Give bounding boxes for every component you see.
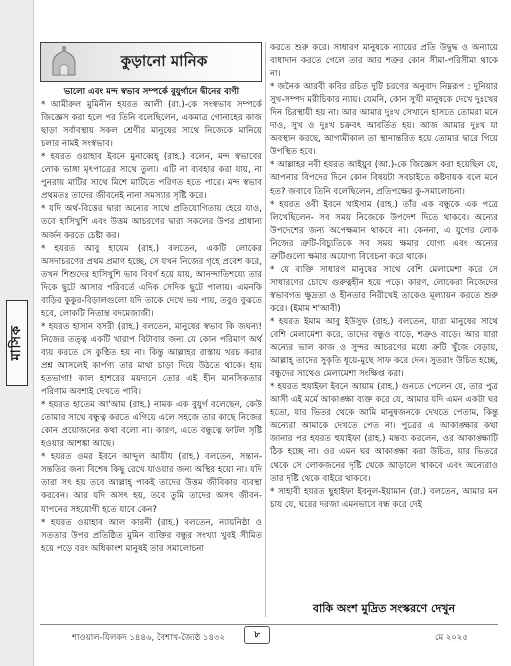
right-column bbox=[270, 42, 498, 512]
paragraph: * হযরত ওবী ইবনে খাইসাম (রাহ.) তাঁর এক বন্ধুকে এক পত্রে লিখেছিলেন- সব সময় নিজেকে উপদেশ দিতে থাকবে। অন্যের উপদেশের জন্য অপেক্ষমান থাকবে না। কেননা, এ যুগের লোক নিজের ত্রুটি-বিচ্যুতিকে সব সময় ক্ষমার যোগ্য এবং অন্যের ত্রুটিগুলো ক্ষমার অযোগ্য বিবেচনা করে থাকে। bbox=[270, 199, 498, 262]
logo-text: মাসিক bbox=[8, 325, 24, 361]
continue-in-print-note: বাকি অংশ মুদ্রিত সংস্করণে দেখুন bbox=[312, 602, 456, 615]
section-banner bbox=[40, 42, 262, 82]
footer-rule bbox=[40, 624, 498, 625]
paragraph: করতে শুরু করে। সাধারণ মানুষকে ন্যায়ের প্রতি উদ্বুদ্ধ ও অন্যায়ে বাধাদান করতে গেলে তার আর শত্রুর কোন সীমা-পরিসীমা থাকে না। bbox=[270, 43, 498, 80]
footer-month: মে ২০২৫ bbox=[435, 633, 468, 643]
paragraph: * সাহাবী হযরত ছুহাইফা ইবনুল-ইয়ামান (রা.) বলতেন, আমার মন চায় যে, ঘরের দরজা এমনভাবে বন্ধ করে দেই bbox=[270, 486, 498, 510]
column-divider bbox=[265, 42, 266, 617]
page-number: ৮ bbox=[244, 626, 270, 644]
paragraph: * আল্লাহর নবী হযরত আইয়ুব (আ.)-কে জিজ্ঞেস করা হয়েছিল যে, আপনার বিপদের দিনে কোন বিষয়টা সবচাইতে কষ্টদায়ক বলে মনে হত? জবাবে তিনি বলেছিলেন, প্রতিপক্ষের কু-সমালোচনা। bbox=[270, 160, 498, 197]
paragraph: * হযরত হাসান বসরী (রাহ.) বলতেন, মানুষের স্বভাব কি জঘন্য! নিজের তত্ত্ব একটি খারাপ বিটাবার জন্য যে কোন পরিমাণ অর্থ ব্যয় করতে সে কুণ্ঠিত হয় না। কিন্তু আল্লাহর রাস্তায় খরচ করার প্রশ্ন আসলেই কার্পণ্য তার মাথা চাড়া দিয়ে উঠতে থাকে। হায় হতভাগা! কাল হাশরের ময়দানে তোর এই হীন মানসিকতার পরিণাম অবশ্যই দেখতে পাবি। bbox=[41, 321, 262, 398]
paragraph: * যে ব্যক্তি সাধারণ মানুষের সাথে বেশি মেলামেশা করে সে সাধারণের চোখে গুরুত্বহীন হয়ে পড়ে। কারণ, লোকেরা নিজেদের স্বভাবগত ক্ষুদ্রতা ও হীনতার নিরীখেই তাকেও মূল্যায়ন করতে শুরু করে। (ইমাম শ'আবী) bbox=[270, 264, 498, 314]
section-subtitle: ভালো এবং মন্দ স্বভাব সম্পর্কে বুযুর্গানে দ্বীনের বাণী bbox=[63, 87, 240, 97]
paragraph: * হযরত আবু হাযেম (রাহ.) বলতেন, একটি লোকের অসদাচরণের প্রথম প্রমাণ হচ্ছে, সে যখন নিজের গৃহে প্রবেশ করে, তখন শিশুদের হাসিখুশি ভাব বিবর্ণ হয়ে যায়, আনন্দাতিশয্যে তার দিকে ছুটে আসার পরিবর্তে এদিক সেদিক ছুটে পালায়। এমনকি বাড়ির কুকুর-বিড়ালগুলো যদি তাকে দেখে ভয় পায়, তবুও বুঝতে হবে, লোকটি নিতান্ত বদমেজাজী। bbox=[41, 243, 262, 319]
paragraph: * আমীরুল মুমিনীন হযরত আলী (রা.)-কে সংস্বভাব সম্পর্কে জিজ্ঞেস করা হলে পর তিনি বলেছিলেন, একমাত্র গোনাহের কাজ ছাড়া সর্বাবস্থায় সকল শ্রেণীর মানুষের সাথে নিজেকে মানিয়ে চলার নামই সংস্বভাব। bbox=[41, 100, 262, 150]
paragraph: * হযরত ওয়াহাব আল কারনী (রাহ.) বলতেন, ন্যায়নিষ্ঠা ও সততার উপর প্রতিষ্ঠিত মুমিন ব্যক্তির বন্ধুর সংখ্যা খুবই সীমিত হয়ে পড়ে বরং অধিকাংশ মানুষই তার সমালোচনা bbox=[41, 517, 262, 554]
paragraph: * জনৈক আরবী কবির রচিত দুটি চরণের অনুবাদ নিম্নরূপ : দুনিয়ার সুখ-সম্পদ মরীচিকার ন্যায়। যেমনি, কোন সুখী মানুষকে দেখে দুঃখের দিন চিরস্থায়ী হয় না। আর আমার দুঃখ সেখানে হাসতে তোমরা মনে দাও, সুখ ও দুঃখ চক্রবৎ আবর্তিত হয়। আজ আমার দুঃখ যা অবস্থান করছে, আগামীকাল তা স্থানান্তরিত হয়ে তোমার দ্বারে গিয়ে উপস্থিত হবে। bbox=[270, 82, 499, 158]
side-decorative-strip bbox=[0, 0, 34, 666]
paragraph: * যদি অর্থ-বিত্তের দ্বারা অন্যের সাথে প্রতিযোগিতায় হেরে যাও, তবে হাসিখুশি এবং উত্তম আচরণের দ্বারা সকলের উপর প্রাধান্য অর্জন করতে চেষ্টা কর। bbox=[41, 204, 262, 241]
paragraph: * হযরত ওয়াহাব ইবনে মুনাব্বেহ্ (রাহ.) বলেন, মন্দ স্বভাবের লোক ভাঙ্গা মৃৎপাত্রের সাথে তুল্য। এটি না ব্যবহার করা যায়, না পুনরায় মাটির সাথে মিশে মাটিতে পরিণত হতে পারে। মন্দ স্বভাব প্রথমতঃ তাদের জীবনেই নানা সমস্যার সৃষ্টি করে। bbox=[41, 152, 262, 202]
footer-issue-date: শাওয়াল-যিলকদ ১৪৪৬, বৈশাখ-জ্যৈষ্ঠ ১৪৩২ bbox=[72, 633, 226, 643]
magazine-logo bbox=[6, 300, 28, 386]
paragraph: * হযরত হুযাইফা ইবনে আয়াম (রাহ.) গুনতে পেলেন যে, তার পুত্র আসী এই মর্মে আকাঙ্ক্ষা ব্যক্ত করে যে, আমার যদি এমন একটা ঘর হতো, যার ভিতর থেকে আমি মানুষজনকে দেখতে পেতাম, কিন্তু অন্যেরা আমাকে দেখতে পেত না। পুত্রের এ আকাঙ্ক্ষার কথা জানার পর হযরত হুযাইফা (রাহ.) মন্তব্য করলেন, ওর আকাঙ্ক্ষাটি ঠিক হচ্ছে না। ওর এমন ঘর আকাঙ্ক্ষা করা উচিত, যার ভিতরে থেকে সে লোকজনের দৃষ্টি থেকে আড়ালে থাকবে এবং অন্যেরাও তার দৃষ্টি থেকে বাইরে থাকবে। bbox=[270, 382, 498, 484]
left-column bbox=[41, 86, 262, 556]
section-title: কুড়ানো মানিক bbox=[120, 51, 208, 70]
paragraph: * হযরত হাতেম আ'আম (রাহ.) নামক এক বুযুর্গ বলেছেন, কেউ তোমার সাথে বন্ধুত্ব করতে এগিয়ে এলে সহজে তার কাছে নিজের কোন প্রয়োজনের কথা বলো না। কারণ, এতে বন্ধুত্বে ফাটল সৃষ্টি হওয়ার আশঙ্কা আছে। bbox=[41, 400, 262, 450]
paragraph: * হযরত ইমাম আবু ইউসুফ (রাহ.) বলতেন, যারা মানুষের সাথে বেশি মেলামেশা করে, তাদের বন্ধুও বাড়ে, শত্রুও বাড়ে। আর যারা অন্যের ভাল কাজ ও সুন্দর আচরণের মধ্যে ক্রটি খুঁজে বেড়ায়, আল্লাহ্ তাদের সুকৃতি ধূয়ে-মুছে সাফ করে দেন। সুতরাং উচিত হচ্ছে, বন্ধুদের সাথেও মেলামেশা সংক্ষিপ্ত করা। bbox=[270, 316, 498, 380]
paragraph: * হযরত ওমর ইবনে আব্দুল আযীয (রাহ.) বলতেন, সন্তান-সন্ততির জন্য বিশেষ কিছু রেখে যাওয়ার জন্য অস্থির হয়ো না। যদি তারা সৎ হয় তবে আল্লাহ্ পাকই তাদের উত্তম জীবিকার ব্যবস্থা করবেন। আর যদি অসৎ হয়, তবে তুমি তাদের অসৎ জীবন-যাপনের সহযোগী হতে যাবে কেন? bbox=[41, 452, 262, 515]
mosque-icon bbox=[41, 43, 87, 81]
